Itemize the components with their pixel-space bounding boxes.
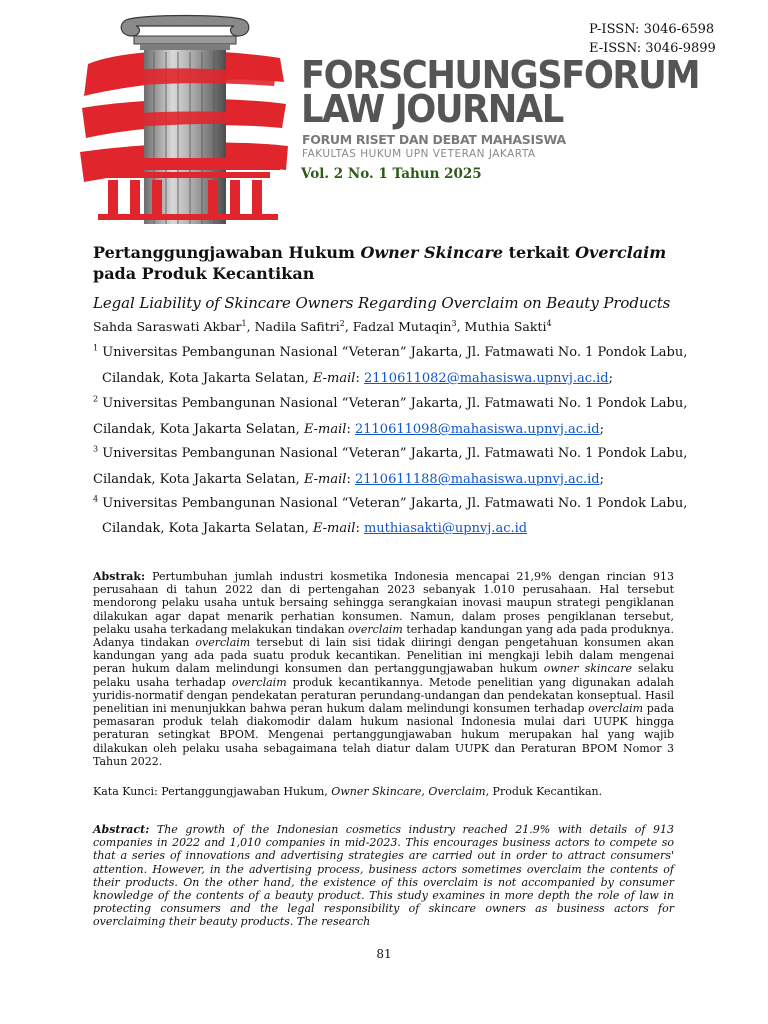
affiliation-text: Universitas Pembangunan Nasional “Veteran” Jakarta, Jl. Fatmawati No. 1 Pondok Labu, <box>102 396 688 411</box>
author-sup: 1 <box>241 318 247 328</box>
affiliation-2-line2: Cilandak, Kota Jakarta Selatan, E-mail: 2110611098@mahasiswa.upnvj.ac.id; <box>93 422 605 437</box>
affiliation-sup: 3 <box>93 444 99 454</box>
affiliation-sup: 1 <box>93 343 99 353</box>
email-label: E-mail <box>303 422 347 437</box>
affiliation-end: ; <box>599 422 605 437</box>
affiliation-3-line2: Cilandak, Kota Jakarta Selatan, E-mail: 2110611188@mahasiswa.upnvj.ac.id; <box>93 472 605 487</box>
abstrak-term: overclaim <box>195 636 251 650</box>
keywords-text: Pertanggungjawaban Hukum, <box>161 785 332 798</box>
affiliation-text: Cilandak, Kota Jakarta Selatan, <box>93 422 304 437</box>
forum-subtitle: FORUM RISET DAN DEBAT MAHASISWA <box>302 132 566 147</box>
affiliation-3-line1 <box>93 446 687 461</box>
email-label: E-mail <box>312 521 356 536</box>
affiliation-text: Cilandak, Kota Jakarta Selatan, <box>102 521 313 536</box>
author-list <box>93 319 552 334</box>
abstrak-text: tersebut di lain sisi tidak diiringi dengan pengetahuan konsumen akan kandungan yang ada pada suatu produk kecantikan. Penelitian ini mengkaji lebih dalam mengenai peran hukum dalam melindungi konsumen dan pertanggungjawaban hukum <box>93 636 674 676</box>
title-part-italic: Overclaim <box>575 243 667 262</box>
affiliation-text: Cilandak, Kota Jakarta Selatan, <box>102 371 313 386</box>
affiliation-end: ; <box>608 371 614 386</box>
abstrak-term: overclaim <box>231 675 287 689</box>
affiliation-text: Universitas Pembangunan Nasional “Veteran” Jakarta, Jl. Fatmawati No. 1 Pondok Labu, <box>102 345 688 360</box>
author-separator: , <box>246 319 255 334</box>
abstrak-paragraph <box>93 570 674 768</box>
abstrak-term: overclaim <box>588 702 644 716</box>
email-label: E-mail <box>312 371 356 386</box>
keywords-text: , Produk Kecantikan. <box>485 785 603 798</box>
title-part: terkait <box>503 243 576 262</box>
journal-title-line2: LAW JOURNAL <box>301 87 563 131</box>
author-sup: 2 <box>339 318 345 328</box>
keywords-label: Kata Kunci: <box>93 785 162 798</box>
affiliation-2-line1 <box>93 396 687 411</box>
title-part-italic: Owner Skincare <box>360 243 504 262</box>
affiliation-text: Universitas Pembangunan Nasional “Veteran” Jakarta, Jl. Fatmawati No. 1 Pondok Labu, <box>102 446 688 461</box>
keywords-italic: Owner Skincare, Overclaim <box>331 785 486 798</box>
paper-title <box>93 242 693 284</box>
abstract-en-paragraph <box>93 823 674 929</box>
title-part: Pertanggungjawaban Hukum <box>93 243 361 262</box>
abstrak-text: produk kecantikannya. Metode penelitian yang digunakan adalah yuridis-normatif dengan pendekatan peraturan perundang-undangan dan pendekatan konseptual. Hasil penelitian ini menunjukkan bahwa peran hukum dalam melindungi konsumen terhadap <box>93 675 674 716</box>
greek-column-logo-icon <box>80 12 290 224</box>
affiliation-4-line2: Cilandak, Kota Jakarta Selatan, E-mail: muthiasakti@upnvj.ac.id <box>102 521 528 536</box>
author-name: Sahda Saraswati Akbar <box>93 319 242 334</box>
affiliation-text: Universitas Pembangunan Nasional “Veteran” Jakarta, Jl. Fatmawati No. 1 Pondok Labu, <box>102 496 688 511</box>
abstrak-text: selaku pelaku usaha terhadap <box>93 662 674 689</box>
page-number: 81 <box>376 947 392 961</box>
email-link-3[interactable]: 2110611188@mahasiswa.upnvj.ac.id <box>354 472 600 487</box>
abstrak-term: owner skincare <box>543 662 632 676</box>
journal-title-line1: FORSCHUNGSFORUM <box>301 53 700 97</box>
english-title: Legal Liability of Skincare Owners Regarding Overclaim on Beauty Products <box>93 294 671 312</box>
affiliation-1-line1 <box>93 345 687 360</box>
affiliation-text: Cilandak, Kota Jakarta Selatan, <box>93 472 304 487</box>
author-sup: 3 <box>451 318 457 328</box>
abstrak-label: Abstrak: <box>93 570 146 583</box>
email-link-1[interactable]: 2110611082@mahasiswa.upnvj.ac.id <box>363 371 609 386</box>
abstrak-text: terhadap kandungan yang ada pada produknya. Adanya tindakan <box>93 622 674 650</box>
abstract-en-text: The growth of the Indonesian cosmetics industry reached 21.9% with details of 913 companies in 2022 and 1,010 companies in mid-2023. This encourages business actors to compete so that a series of innovations and advertising strategies are carried out in order to attract consumers' attention. However, in the advertising process, business actors sometimes overclaim the contents of their products. On the other hand, the existence of this overclaim is not accompanied by consumer knowledge of the contents of a beauty product. This study examines in more depth the role of law in protecting consumers and the legal responsibility of skincare owners as business actors for overclaiming their beauty products. The research <box>93 823 674 929</box>
abstrak-text: pada pemasaran produk telah diakomodir dalam hukum nasional Indonesia mulai dari UUPK hingga peraturan setingkat BPOM. Mengenai pertanggungjawaban hukum merupakan hal yang wajib dilakukan oleh pelaku usaha sebagaimana telah diatur dalam UUPK dan Peraturan BPOM Nomor 3 Tahun 2022. <box>93 702 674 768</box>
volume-issue: Vol. 2 No. 1 Tahun 2025 <box>301 166 482 182</box>
keywords-line <box>93 785 602 798</box>
affiliation-end: ; <box>599 472 605 487</box>
author-name: Nadila Safitri <box>254 319 340 334</box>
affiliation-4-line1 <box>93 496 687 511</box>
affiliation-1-line2: Cilandak, Kota Jakarta Selatan, E-mail: 2110611082@mahasiswa.upnvj.ac.id; <box>102 371 614 386</box>
abstrak-term: overclaim <box>348 622 403 636</box>
journal-title <box>301 53 700 131</box>
faculty-subtitle: FAKULTAS HUKUM UPN VETERAN JAKARTA <box>302 148 536 160</box>
author-separator: , <box>456 319 465 334</box>
email-label: E-mail <box>303 472 347 487</box>
author-sup: 4 <box>546 318 552 328</box>
author-name: Muthia Sakti <box>464 319 547 334</box>
affiliation-sup: 4 <box>93 494 99 504</box>
title-part: pada Produk Kecantikan <box>93 264 315 283</box>
abstract-en-label: Abstract: <box>93 823 150 836</box>
abstrak-text: Pertumbuhan jumlah industri kosmetika Indonesia mencapai 21,9% dengan rincian 913 perusahaan di tahun 2022 dan di pertengahan 2023 sebanyak 1.010 perusahaan. Hal tersebut mendorong pelaku usaha untuk bersaing sehingga serangkaian inovasi maupun strategi pengiklanan dilakukan agar dapat menarik perhatian konsumen. Namun, dalam proses pengiklanan tersebut, pelaku usaha terkadang melakukan tindakan <box>93 570 674 636</box>
e-issn: E-ISSN: 3046-9899 <box>589 41 716 56</box>
email-link-4[interactable]: muthiasakti@upnvj.ac.id <box>363 521 528 536</box>
author-separator: , <box>344 319 353 334</box>
author-name: Fadzal Mutaqin <box>352 319 452 334</box>
p-issn: P-ISSN: 3046-6598 <box>589 22 715 37</box>
affiliation-sup: 2 <box>93 394 99 404</box>
email-link-2[interactable]: 2110611098@mahasiswa.upnvj.ac.id <box>354 422 600 437</box>
